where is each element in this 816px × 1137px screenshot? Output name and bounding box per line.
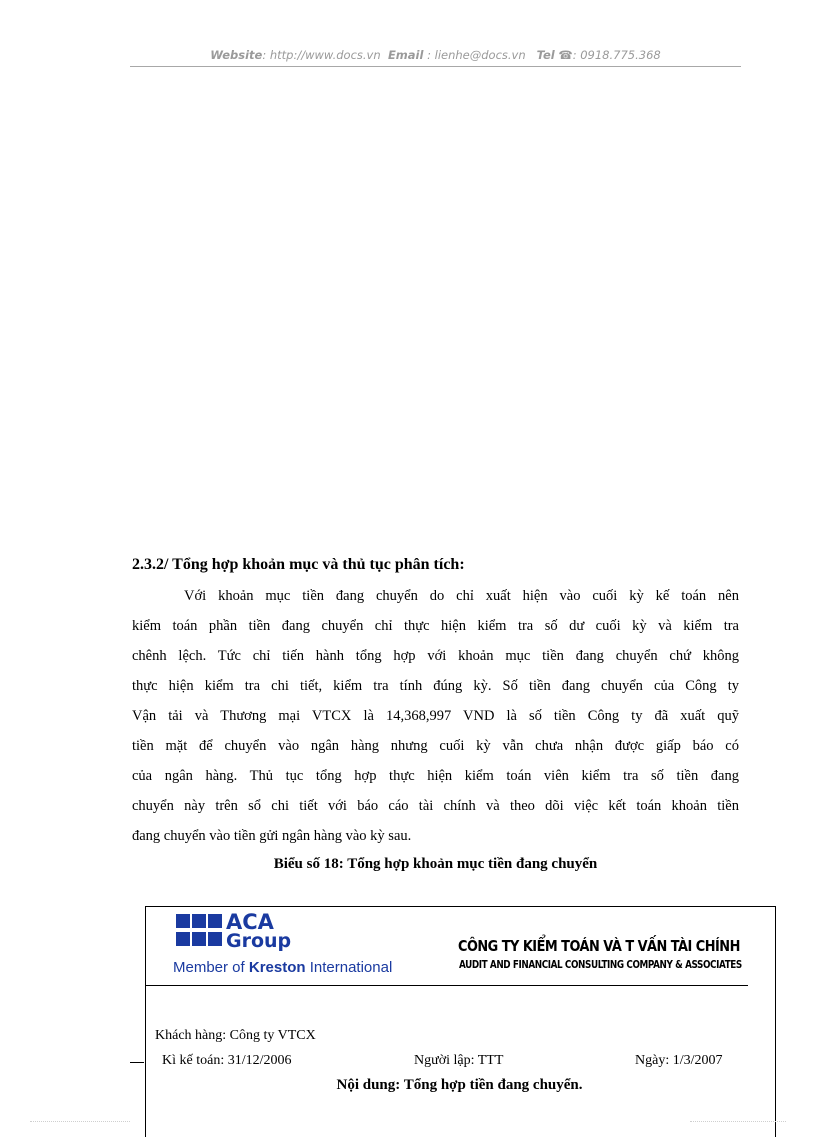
member-brand: Kreston xyxy=(248,959,306,976)
phone-icon: ☎ xyxy=(558,48,573,62)
tel-label: Tel xyxy=(536,48,555,62)
website-label: Website xyxy=(210,48,263,62)
member-prefix: Member of xyxy=(173,959,249,976)
company-name-en: AUDIT AND FINANCIAL CONSULTING COMPANY & ASSOCIATES xyxy=(459,958,742,971)
paragraph-line: thực hiện kiểm tra chi tiết, kiểm tra tính đúng kỳ. Số tiền đang chuyển của Công ty xyxy=(132,678,739,694)
logo-square xyxy=(208,914,222,928)
member-line xyxy=(173,959,392,976)
paragraph-line: kiểm toán phần tiền đang chuyển chỉ thực hiện kiểm tra số dư cuối kỳ và kiểm tra xyxy=(132,618,739,634)
content-field: Nội dung: Tổng hợp tiền đang chuyển. xyxy=(336,1077,583,1093)
logo-square xyxy=(176,932,190,946)
customer-field: Khách hàng: Công ty VTCX xyxy=(155,1028,316,1043)
header-rule xyxy=(130,66,741,67)
logo-divider xyxy=(145,985,748,986)
margin-dash xyxy=(130,1062,144,1063)
email-label: Email xyxy=(387,48,424,62)
section-title: 2.3.2/ Tổng hợp khoản mục và thủ tục phân tích: xyxy=(132,556,465,573)
paragraph-line: chênh lệch. Tức chỉ tiến hành tổng hợp với khoản mục tiền đang chuyển chứ không xyxy=(132,648,739,664)
preparer-field: Người lập: TTT xyxy=(414,1053,504,1068)
date-field: Ngày: 1/3/2007 xyxy=(635,1053,723,1068)
paragraph-line: tiền mặt để chuyển vào ngân hàng nhưng cuối kỳ vẫn chưa nhận được giấp báo có xyxy=(132,738,739,754)
paragraph-line: của ngân hàng. Thủ tục tổng hợp thực hiện kiểm toán viên kiểm tra số tiền đang xyxy=(132,768,739,784)
logo-square xyxy=(176,914,190,928)
body-paragraph xyxy=(132,583,739,853)
paragraph-line: Với khoản mục tiền đang chuyển do chỉ xuất hiện vào cuối kỳ kế toán nên xyxy=(184,588,739,604)
figure-caption: Biểu số 18: Tổng hợp khoản mục tiền đang chuyển xyxy=(273,856,598,872)
paragraph-line: Vận tải và Thương mại VTCX là 14,368,997 VND là số tiền Công ty đã xuất quỹ xyxy=(132,708,739,724)
period-field: Kì kế toán: 31/12/2006 xyxy=(162,1053,292,1068)
logo-line1: ACA xyxy=(226,910,274,934)
website-value[interactable]: : http://www.docs.vn xyxy=(262,48,381,62)
email-value[interactable]: : lienhe@docs.vn xyxy=(423,48,526,62)
company-name-vn: CÔNG TY KIỂM TOÁN VÀ T VẤN TÀI CHÍNH xyxy=(458,937,740,955)
logo-square xyxy=(192,914,206,928)
footer-dots xyxy=(690,1121,786,1122)
tel-value: : 0918.775.368 xyxy=(572,48,661,62)
paragraph-line: chuyển này trên sổ chi tiết với báo cáo tài chính và theo dõi việc kết toán khoản tiền xyxy=(132,798,739,814)
logo-square xyxy=(192,932,206,946)
paragraph-line: đang chuyển vào tiền gửi ngân hàng vào kỳ sau. xyxy=(132,828,412,844)
logo-square xyxy=(208,932,222,946)
page-header xyxy=(130,48,741,62)
footer-dots xyxy=(30,1121,130,1122)
member-suffix: International xyxy=(305,959,393,976)
logo-line2: Group xyxy=(226,930,292,952)
